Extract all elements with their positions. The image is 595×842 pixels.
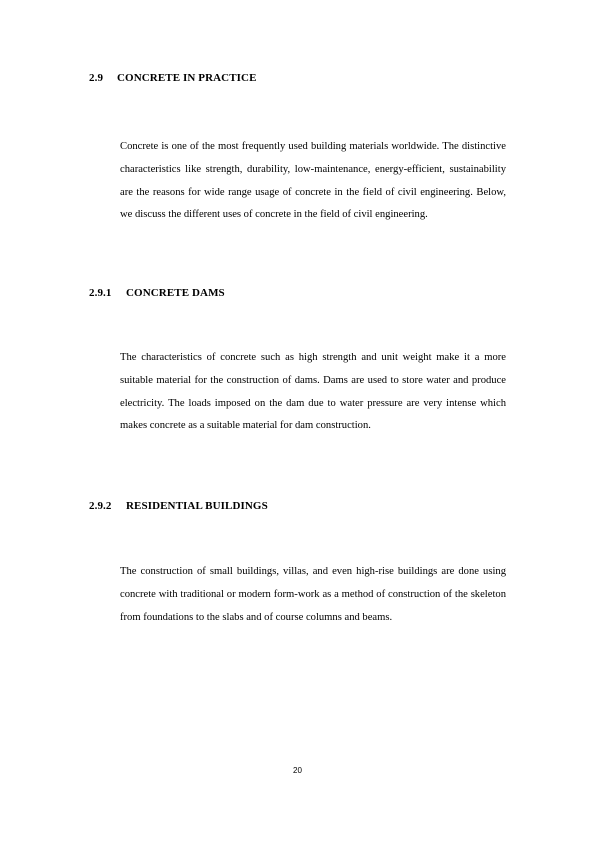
section-title: RESIDENTIAL BUILDINGS xyxy=(126,500,268,512)
section-heading-2-9-1 xyxy=(89,287,225,299)
section-heading-2-9-2 xyxy=(89,500,268,512)
section-title: CONCRETE DAMS xyxy=(126,287,225,299)
section-paragraph: The characteristics of concrete such as high strength and unit weight make it a more suitable material for the construction of dams. Dams are used to store water and produce electricity. The loads imposed on the dam due to water pressure are very intense which makes concrete as a suitable material for dam construction. xyxy=(120,352,506,432)
section-paragraph: Concrete is one of the most frequently used building materials worldwide. The distinctive characteristics like strength, durability, low-maintenance, energy-efficient, sustainability are the reasons for wide range usage of concrete in the field of civil engineering. Below, we discuss the different uses of concrete in the field of civil engineering. xyxy=(120,141,506,221)
page-number: 20 xyxy=(293,766,302,775)
section-heading-2-9 xyxy=(89,72,257,84)
section-number: 2.9 xyxy=(89,72,104,84)
section-title: CONCRETE IN PRACTICE xyxy=(117,72,257,84)
section-number: 2.9.1 xyxy=(89,287,112,299)
section-number: 2.9.2 xyxy=(89,500,112,512)
section-paragraph: The construction of small buildings, villas, and even high-rise buildings are done using concrete with traditional or modern form-work as a method of construction of the skeleton from foundations to the slabs and of course columns and beams. xyxy=(120,566,506,623)
